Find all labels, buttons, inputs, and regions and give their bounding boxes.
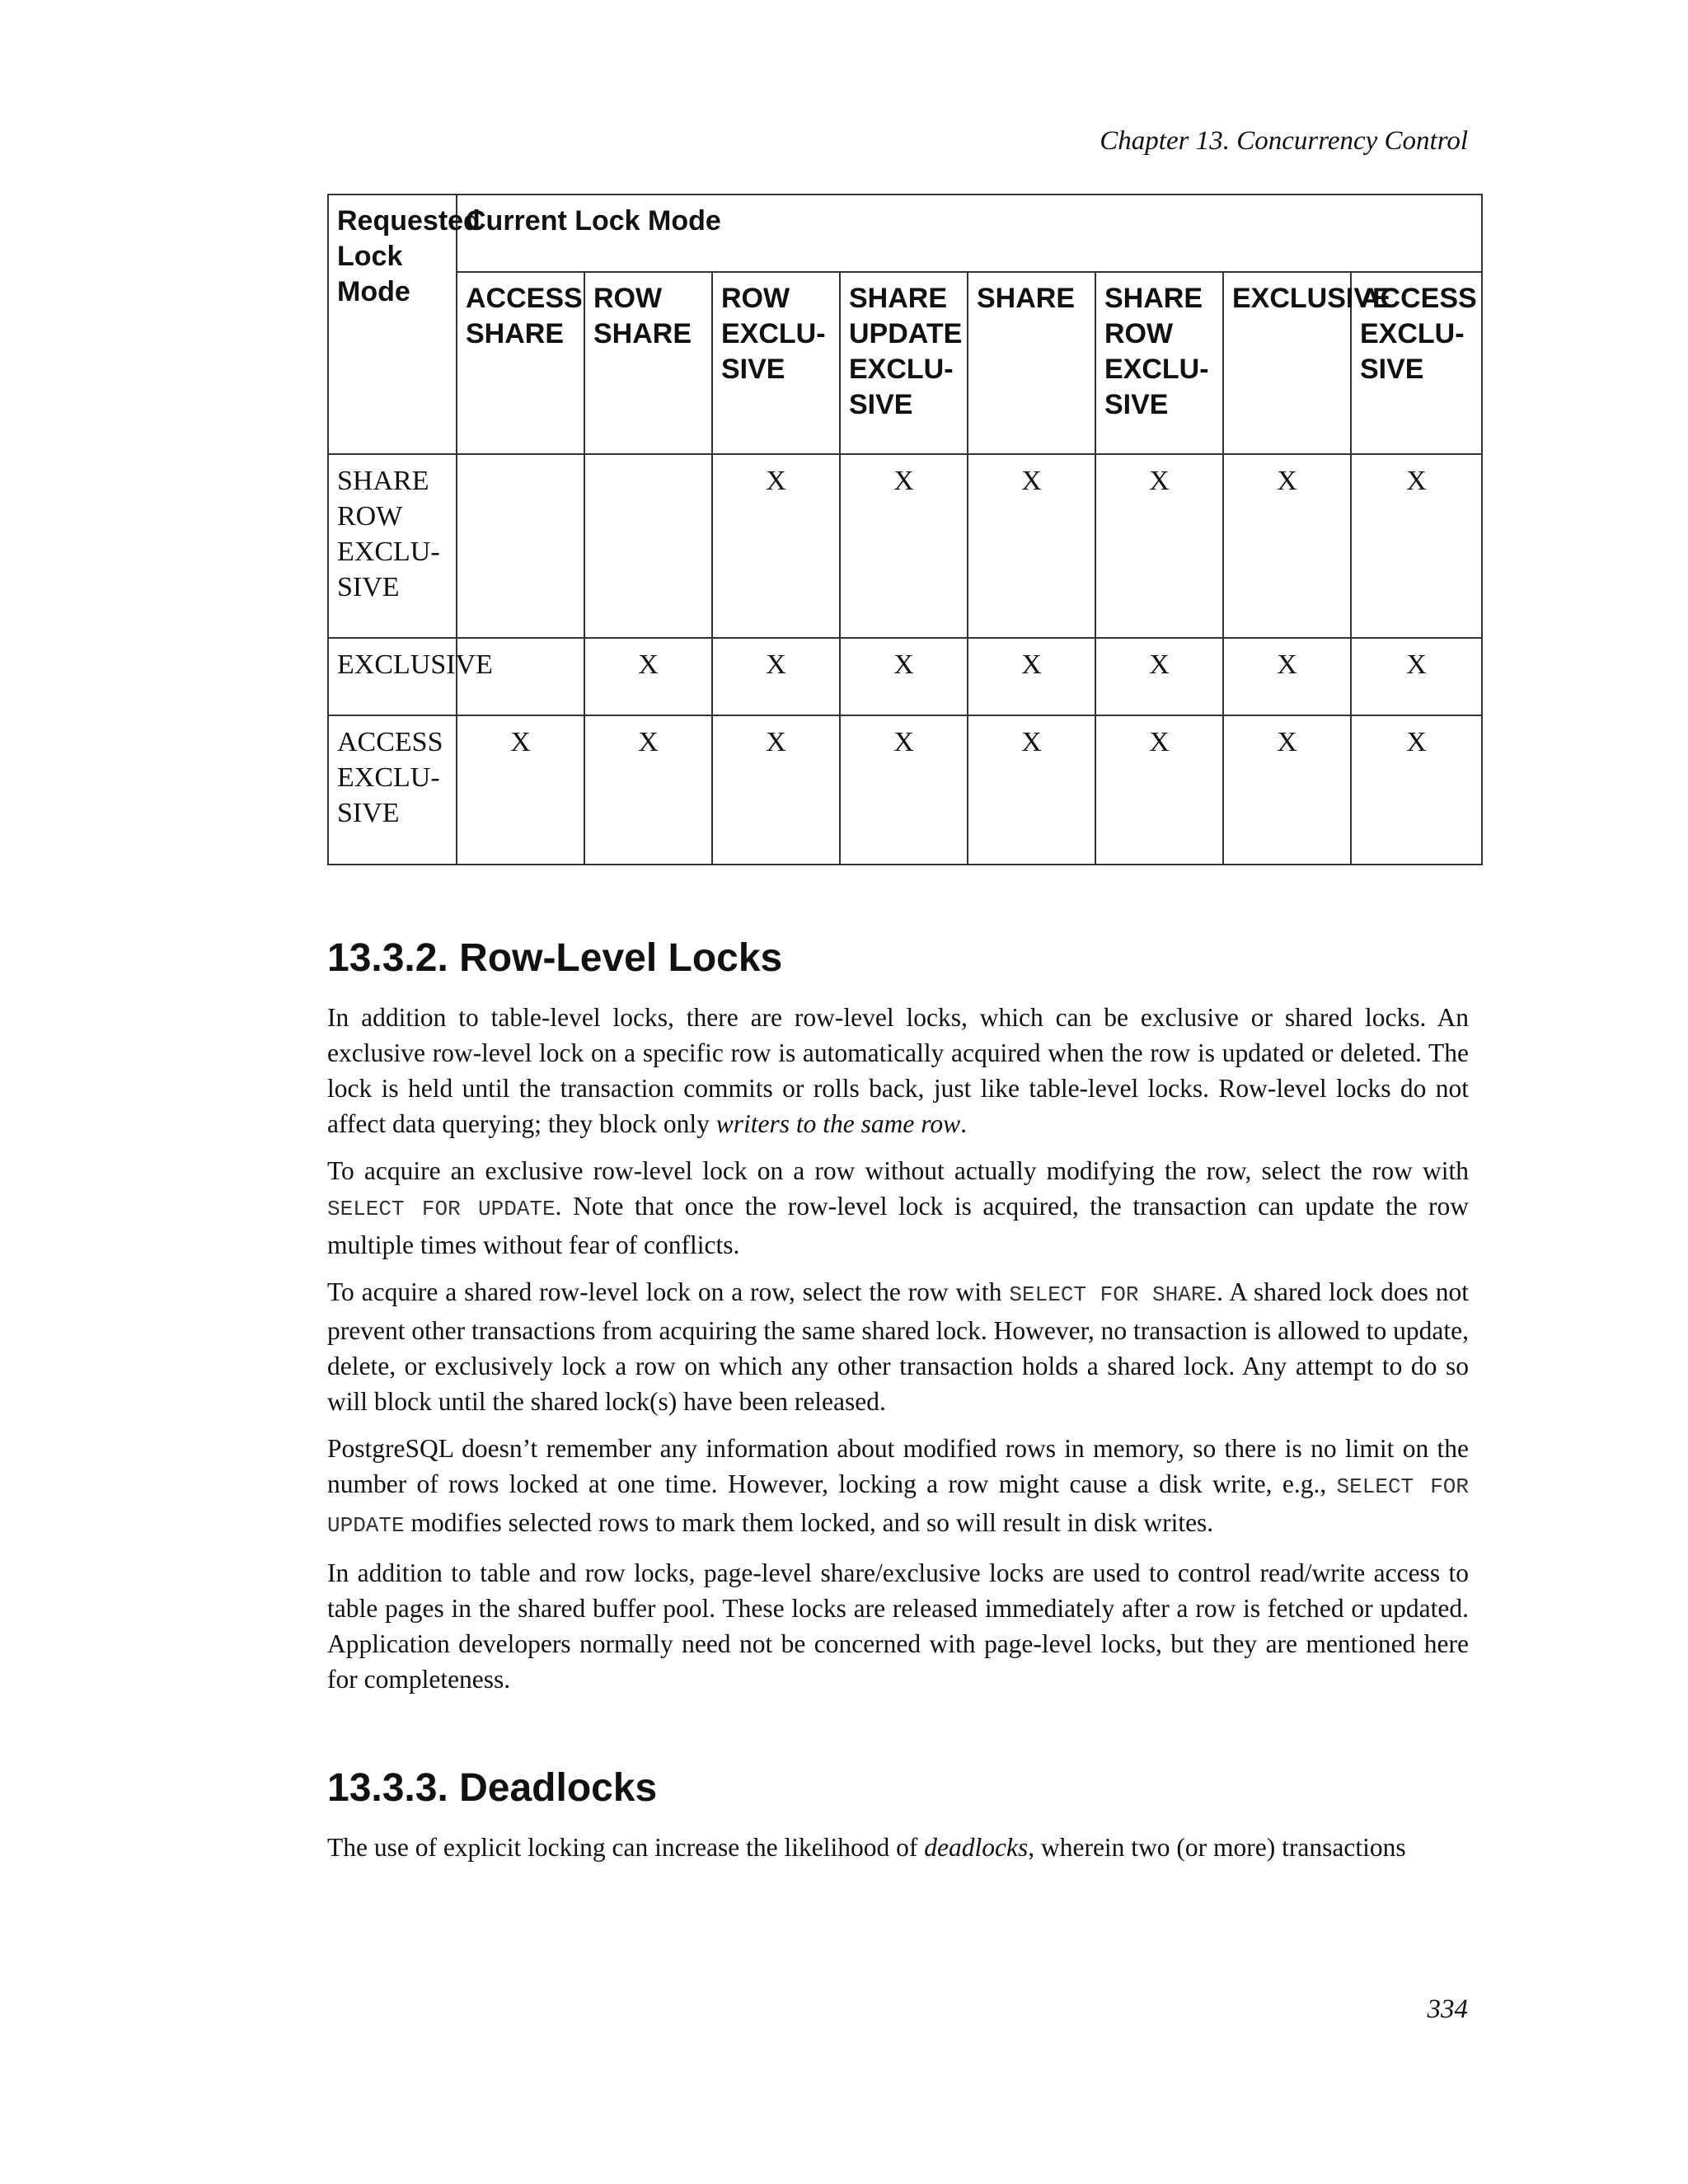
- column-header-line: EXCLUSIVE: [1232, 283, 1391, 314]
- conflict-cell: X: [1351, 715, 1482, 865]
- row-label-line: EXCLU-: [337, 537, 440, 567]
- corner-header-line: Requested: [337, 205, 481, 237]
- column-header-line: EXCLU-: [721, 318, 826, 349]
- row-label-line: SIVE: [337, 572, 400, 602]
- conflict-cell: X: [1095, 638, 1223, 715]
- table-header-row: [328, 194, 1482, 272]
- column-header-line: SHARE: [593, 318, 692, 349]
- column-header-line: ROW: [1104, 318, 1174, 349]
- table-row: [328, 638, 1482, 715]
- row-label: [328, 638, 493, 715]
- column-header-line: EXCLU-: [1104, 354, 1209, 385]
- paragraph: In addition to table-level locks, there are row-level locks, which can be exclusive or shared locks. An exclusive row-level lock on a specific row is automatically acquired when the row is updated or deleted. The lock is held until the transaction commits or rolls back, just like table-level locks. Row-level locks do not affect data querying; they block only writers to the same row.: [327, 1003, 1469, 1138]
- row-label-line: EXCLU-: [337, 762, 440, 793]
- section-heading: 13.3.3. Deadlocks: [327, 1766, 658, 1810]
- table-row: [328, 454, 1482, 638]
- paragraph: To acquire a shared row-level lock on a row, select the row with SELECT FOR SHARE. A shared lock does not prevent other transactions from acquiring the same shared lock. However, no transaction is allowed to update, delete, or exclusively lock a row on which any other transaction holds a shared lock. Any attempt to do so will block until the shared lock(s) have been released.: [327, 1277, 1470, 1416]
- column-header-line: EXCLU-: [849, 354, 954, 385]
- code-snippet: SELECT FOR UPDATE: [327, 1474, 1469, 1538]
- conflict-cell: X: [968, 638, 1095, 715]
- column-header-line: SHARE: [849, 283, 948, 314]
- table-row: [328, 715, 1482, 865]
- conflict-cell: X: [1095, 715, 1223, 865]
- column-header-line: ACCESS: [1360, 283, 1477, 314]
- conflict-cell: X: [968, 715, 1095, 865]
- column-header-line: SHARE: [1104, 283, 1203, 314]
- row-label-line: ACCESS: [337, 727, 443, 757]
- column-header: [457, 272, 584, 454]
- column-header: [840, 272, 968, 454]
- paragraph: The use of explicit locking can increase the likelihood of deadlocks, wherein two (or more) transactions: [327, 1833, 1406, 1862]
- row-label: [328, 715, 457, 865]
- column-header: [1351, 272, 1482, 454]
- conflict-cell: X: [1223, 454, 1351, 638]
- column-header-line: SIVE: [849, 389, 913, 420]
- conflict-cell: X: [1095, 454, 1223, 638]
- paragraph: PostgreSQL doesn’t remember any information about modified rows in memory, so there is no limit on the number of rows locked at one time. However, locking a row might cause a disk write, e.g., SELECT FOR UPDATE modifies selected rows to mark them locked, and so will result in disk writes.: [327, 1434, 1469, 1538]
- column-header-line: SIVE: [1104, 389, 1169, 420]
- conflict-cell: X: [840, 454, 968, 638]
- running-header: Chapter 13. Concurrency Control: [1100, 126, 1468, 156]
- column-header: [712, 272, 840, 454]
- conflict-cell: X: [712, 454, 840, 638]
- column-header-line: SIVE: [1360, 354, 1424, 385]
- column-header-line: ACCESS: [466, 283, 583, 314]
- corner-header-line: Lock: [337, 241, 403, 272]
- column-header: [1223, 272, 1391, 454]
- conflict-cell: X: [457, 715, 584, 865]
- conflict-cell: X: [712, 638, 840, 715]
- lock-conflict-table: [327, 194, 1483, 865]
- column-header-row: [328, 272, 1482, 454]
- code-snippet: SELECT FOR UPDATE: [327, 1197, 556, 1221]
- conflict-cell: X: [1351, 454, 1482, 638]
- column-header-line: SHARE: [977, 283, 1076, 314]
- column-header-line: UPDATE: [849, 318, 963, 349]
- column-header-line: ROW: [721, 283, 790, 314]
- section-deadlocks: [327, 1765, 1469, 1877]
- column-header-line: EXCLU-: [1360, 318, 1465, 349]
- conflict-cell: X: [840, 715, 968, 865]
- column-header-line: SHARE: [466, 318, 565, 349]
- paragraph: In addition to table and row locks, page-level share/exclusive locks are used to control read/write access to table pages in the shared buffer pool. These locks are released immediately after a row is fetched or updated. Application developers normally need not be concerned with page-level locks, but they are mentioned here for completeness.: [327, 1558, 1469, 1694]
- section-heading: 13.3.2. Row-Level Locks: [327, 936, 783, 980]
- row-label-line: SHARE: [337, 466, 429, 496]
- conflict-cell: [457, 454, 584, 638]
- row-label: [328, 454, 457, 638]
- conflict-cell: X: [1223, 715, 1351, 865]
- conflict-cell: X: [584, 638, 712, 715]
- conflict-cell: X: [968, 454, 1095, 638]
- column-header: [584, 272, 712, 454]
- group-header-cell: Current Lock Mode: [457, 194, 1482, 272]
- column-header-line: SIVE: [721, 354, 785, 385]
- page-number: 334: [1427, 1994, 1468, 2024]
- row-label-line: EXCLUSIVE: [337, 649, 493, 680]
- paragraph: To acquire an exclusive row-level lock on a row without actually modifying the row, select the row with SELECT FOR UPDATE. Note that once the row-level lock is acquired, the transaction can update the row multiple times without fear of conflicts.: [327, 1156, 1469, 1259]
- column-header: [968, 272, 1095, 454]
- corner-header-line: Mode: [337, 276, 410, 307]
- conflict-cell: [584, 454, 712, 638]
- conflict-cell: X: [712, 715, 840, 865]
- section-row-level-locks: [327, 935, 1469, 1708]
- conflict-cell: X: [840, 638, 968, 715]
- conflict-cell: X: [1351, 638, 1482, 715]
- row-label-line: ROW: [337, 501, 403, 532]
- column-header: [1095, 272, 1223, 454]
- column-header-line: ROW: [593, 283, 663, 314]
- conflict-cell: X: [584, 715, 712, 865]
- corner-header-cell: [328, 194, 481, 454]
- conflict-cell: X: [1223, 638, 1351, 715]
- code-snippet: SELECT FOR SHARE: [1009, 1282, 1217, 1307]
- row-label-line: SIVE: [337, 798, 400, 828]
